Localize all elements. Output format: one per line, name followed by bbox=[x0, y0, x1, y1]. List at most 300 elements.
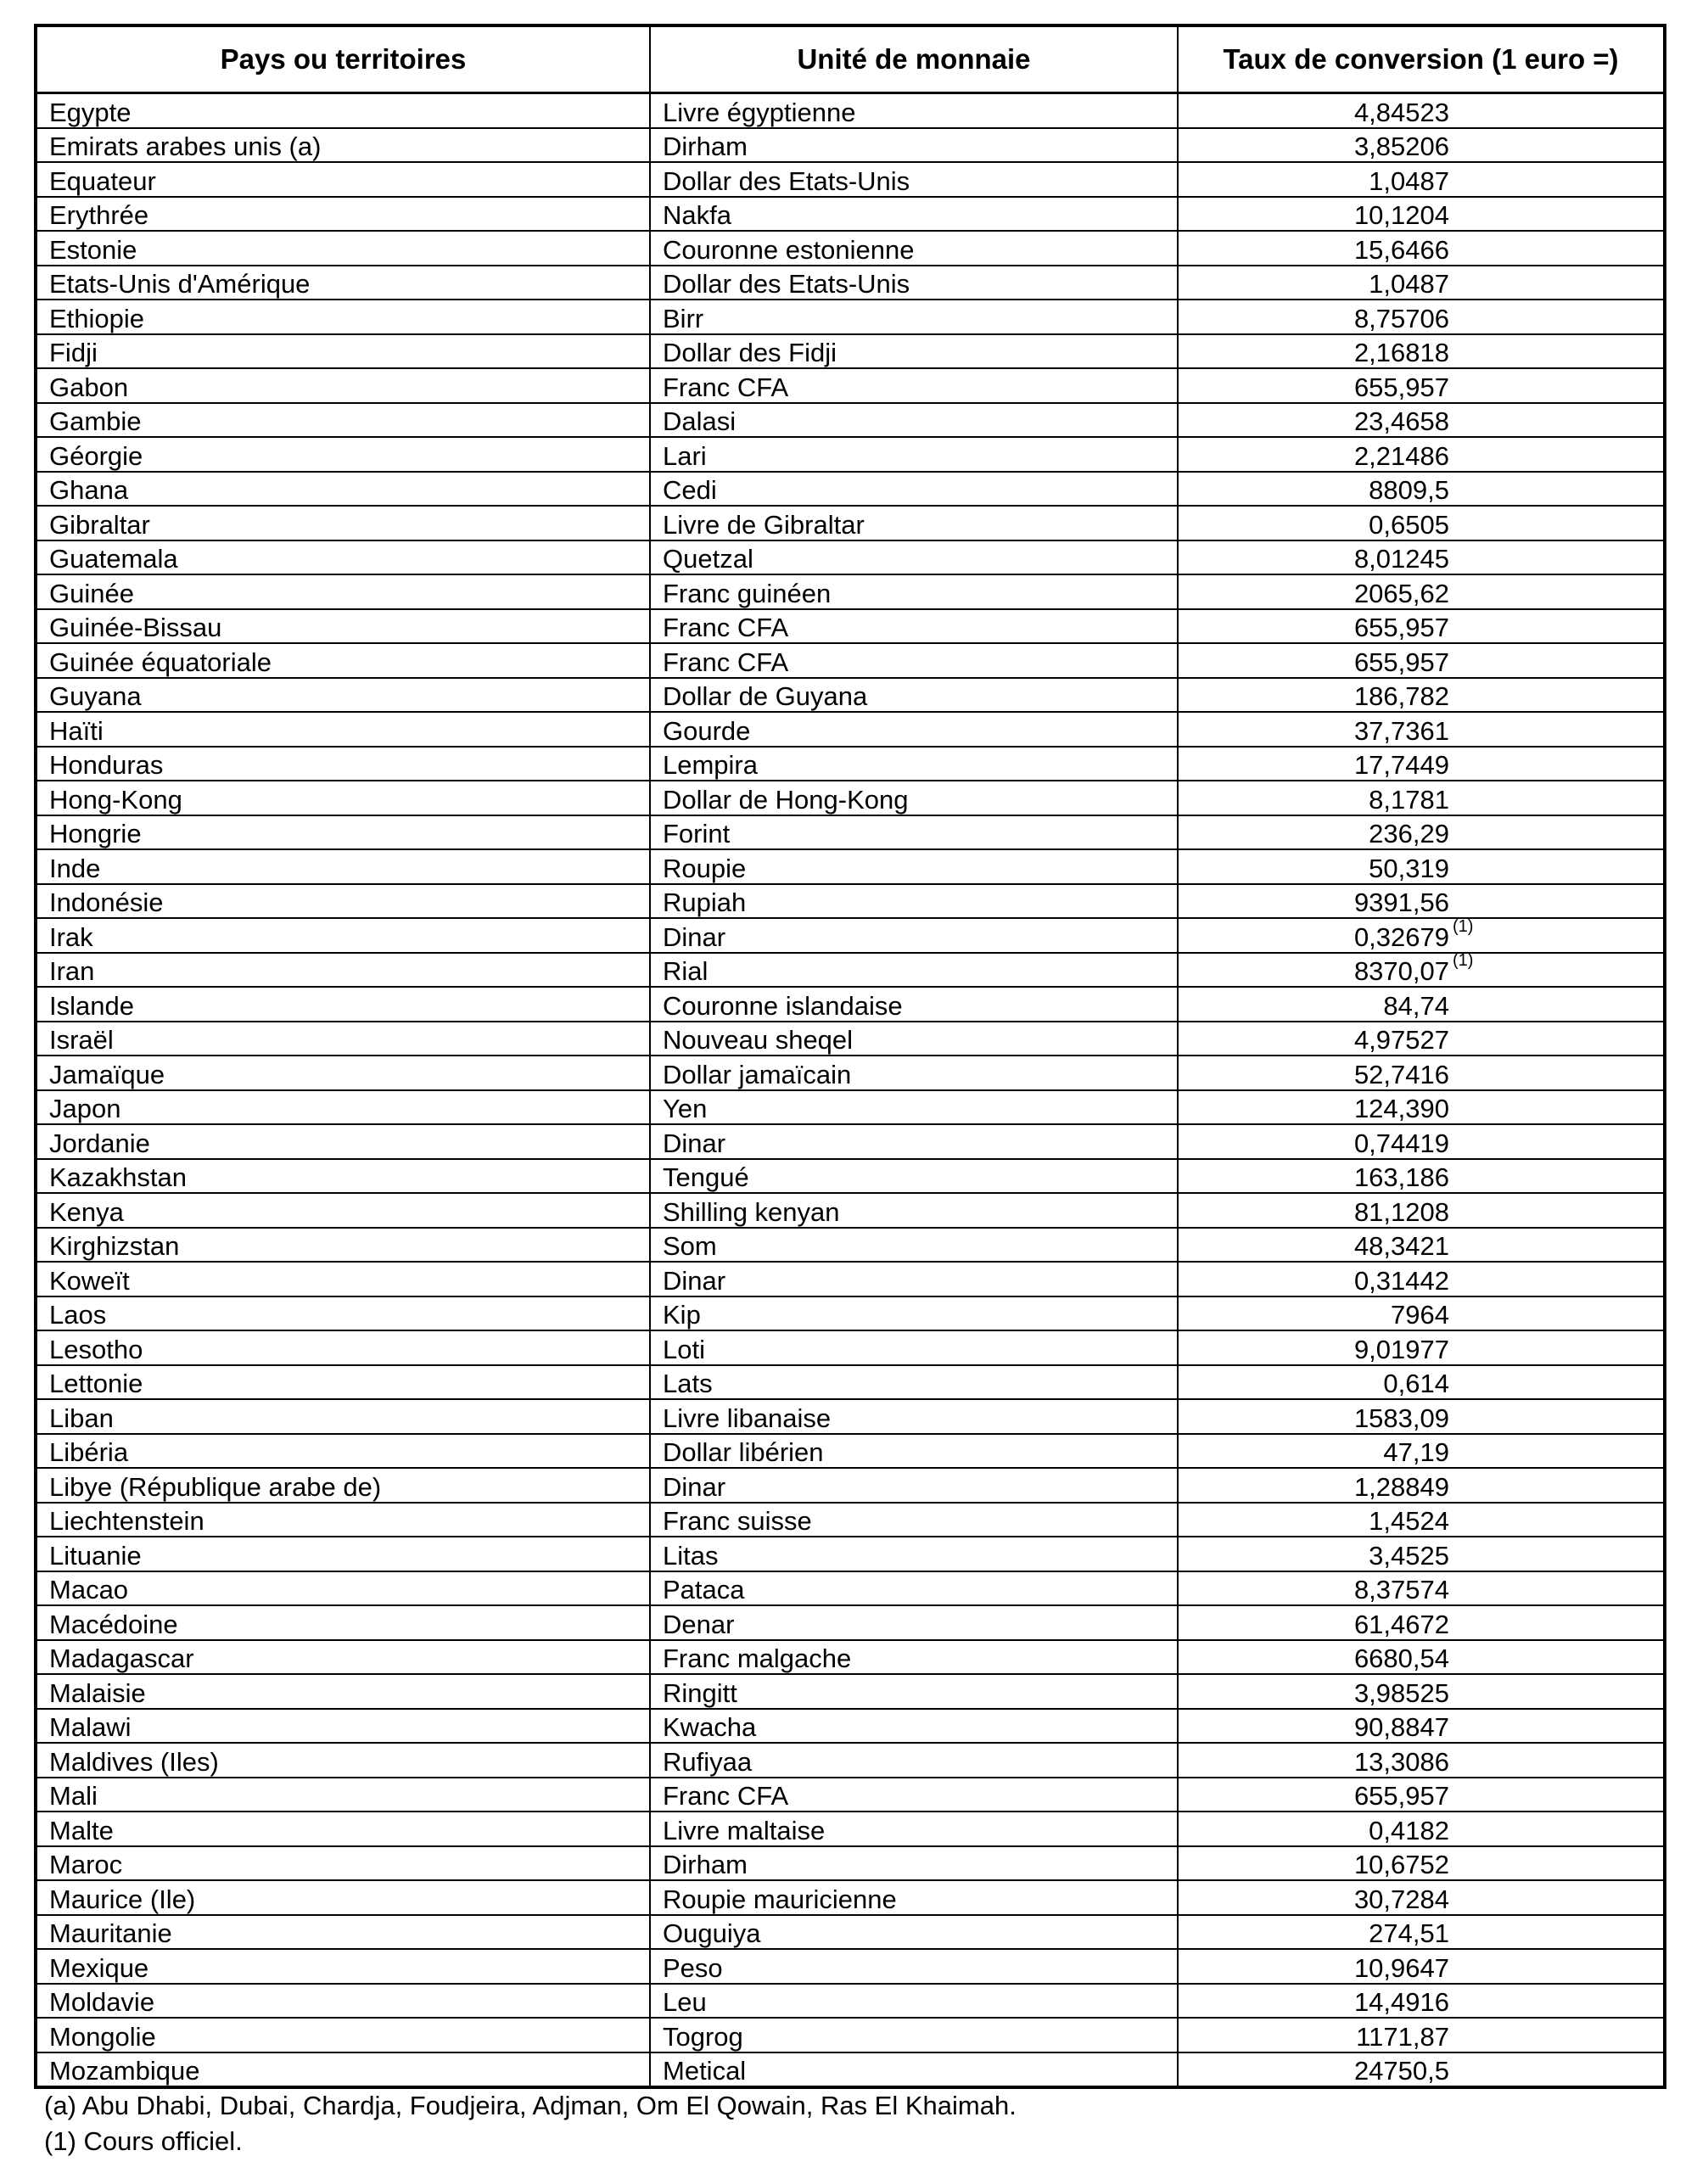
country-cell: Madagascar bbox=[36, 1640, 650, 1675]
country-cell: Mali bbox=[36, 1778, 650, 1812]
table-row bbox=[36, 1915, 1665, 1950]
currency-cell: Rufiyaa bbox=[650, 1743, 1178, 1778]
currency-cell: Birr bbox=[650, 300, 1178, 334]
rate-value: 8809,5 bbox=[1369, 475, 1449, 505]
rate-value: 655,957 bbox=[1353, 1781, 1449, 1811]
currency-cell: Lari bbox=[650, 437, 1178, 472]
country-cell: Guatemala bbox=[36, 540, 650, 575]
footnote-a: (a) Abu Dhabi, Dubai, Chardja, Foudjeira, Adjman, Om El Qowain, Ras El Khaimah. bbox=[44, 2091, 1017, 2120]
currency-cell: Franc CFA bbox=[650, 643, 1178, 678]
table-row bbox=[36, 609, 1665, 644]
rate-value: 6680,54 bbox=[1353, 1644, 1449, 1673]
rate-cell bbox=[1178, 1640, 1665, 1675]
currency-cell: Leu bbox=[650, 1984, 1178, 2019]
country-cell: Maurice (Ile) bbox=[36, 1880, 650, 1915]
currency-cell: Metical bbox=[650, 2052, 1178, 2088]
currency-cell: Dalasi bbox=[650, 403, 1178, 438]
currency-cell: Roupie bbox=[650, 849, 1178, 884]
country-cell: Gabon bbox=[36, 368, 650, 403]
country-cell: Irak bbox=[36, 918, 650, 953]
rate-cell bbox=[1178, 1503, 1665, 1537]
currency-cell: Couronne estonienne bbox=[650, 231, 1178, 266]
header-rate: Taux de conversion (1 euro =) bbox=[1178, 25, 1665, 93]
table-row bbox=[36, 231, 1665, 266]
currency-cell: Dinar bbox=[650, 1262, 1178, 1296]
rate-cell bbox=[1178, 437, 1665, 472]
header-currency: Unité de monnaie bbox=[650, 25, 1178, 93]
country-cell: Mongolie bbox=[36, 2018, 650, 2052]
currency-cell: Som bbox=[650, 1228, 1178, 1263]
rate-value: 0,31442 bbox=[1353, 1265, 1449, 1296]
country-cell: Koweït bbox=[36, 1262, 650, 1296]
rate-value: 163,186 bbox=[1353, 1162, 1449, 1192]
country-cell: Macao bbox=[36, 1571, 650, 1606]
rate-value: 274,51 bbox=[1369, 1918, 1449, 1948]
rate-value: 3,85206 bbox=[1353, 132, 1449, 161]
country-cell: Estonie bbox=[36, 231, 650, 266]
rate-value: 8,75706 bbox=[1353, 303, 1449, 333]
rate-cell bbox=[1178, 678, 1665, 713]
rate-cell bbox=[1178, 1468, 1665, 1503]
rate-value: 0,4182 bbox=[1369, 1815, 1449, 1845]
currency-cell: Denar bbox=[650, 1605, 1178, 1640]
country-cell: Malte bbox=[36, 1812, 650, 1846]
table-row bbox=[36, 334, 1665, 369]
rate-cell bbox=[1178, 1743, 1665, 1778]
rate-cell bbox=[1178, 918, 1665, 953]
country-cell: Equateur bbox=[36, 162, 650, 197]
rate-value: 1,0487 bbox=[1369, 165, 1449, 196]
rate-cell bbox=[1178, 1022, 1665, 1056]
table-row bbox=[36, 1330, 1665, 1365]
rate-cell bbox=[1178, 128, 1665, 163]
table-row bbox=[36, 1124, 1665, 1159]
table-row bbox=[36, 1709, 1665, 1744]
currency-cell: Franc suisse bbox=[650, 1503, 1178, 1537]
conversion-table bbox=[34, 24, 1666, 2089]
country-cell: Maldives (Iles) bbox=[36, 1743, 650, 1778]
rate-cell bbox=[1178, 609, 1665, 644]
table-row bbox=[36, 1434, 1665, 1469]
rate-cell bbox=[1178, 1537, 1665, 1571]
rate-value: 8370,07 bbox=[1353, 956, 1449, 986]
table-row bbox=[36, 437, 1665, 472]
rate-cell bbox=[1178, 540, 1665, 575]
rate-cell bbox=[1178, 781, 1665, 815]
currency-cell: Pataca bbox=[650, 1571, 1178, 1606]
rate-value: 1171,87 bbox=[1356, 2021, 1449, 2052]
rate-cell bbox=[1178, 266, 1665, 300]
table-row bbox=[36, 403, 1665, 438]
rate-cell bbox=[1178, 1296, 1665, 1331]
currency-cell: Franc guinéen bbox=[650, 574, 1178, 609]
country-cell: Guyana bbox=[36, 678, 650, 713]
rate-value: 8,37574 bbox=[1353, 1575, 1449, 1604]
currency-cell: Quetzal bbox=[650, 540, 1178, 575]
country-cell: Malaisie bbox=[36, 1674, 650, 1709]
rate-cell bbox=[1178, 1709, 1665, 1744]
currency-cell: Dinar bbox=[650, 1468, 1178, 1503]
rate-cell bbox=[1178, 574, 1665, 609]
header-row bbox=[36, 25, 1665, 93]
rate-value: 1,4524 bbox=[1369, 1506, 1449, 1536]
table-row bbox=[36, 1228, 1665, 1263]
currency-cell: Dinar bbox=[650, 1124, 1178, 1159]
rate-cell bbox=[1178, 1193, 1665, 1228]
rate-value: 8,1781 bbox=[1369, 784, 1449, 815]
rate-value: 1583,09 bbox=[1353, 1403, 1449, 1433]
table-row bbox=[36, 747, 1665, 781]
rate-value: 655,957 bbox=[1353, 647, 1449, 677]
rate-cell bbox=[1178, 1056, 1665, 1090]
rate-cell bbox=[1178, 712, 1665, 747]
country-cell: Libéria bbox=[36, 1434, 650, 1469]
rate-value: 14,4916 bbox=[1353, 1987, 1449, 2017]
rate-value: 37,7361 bbox=[1353, 715, 1449, 746]
table-row bbox=[36, 1605, 1665, 1640]
table-row bbox=[36, 1743, 1665, 1778]
table-row bbox=[36, 712, 1665, 747]
currency-cell: Lats bbox=[650, 1365, 1178, 1400]
country-cell: Malawi bbox=[36, 1709, 650, 1744]
table-row bbox=[36, 300, 1665, 334]
table-row bbox=[36, 1296, 1665, 1331]
table-row bbox=[36, 2052, 1665, 2088]
country-cell: Islande bbox=[36, 987, 650, 1022]
rate-cell bbox=[1178, 1262, 1665, 1296]
table-row bbox=[36, 1537, 1665, 1571]
rate-value: 4,84523 bbox=[1353, 97, 1449, 127]
rate-cell bbox=[1178, 953, 1665, 988]
table-row bbox=[36, 815, 1665, 850]
currency-cell: Rupiah bbox=[650, 884, 1178, 919]
rate-value: 2,21486 bbox=[1353, 440, 1449, 471]
table-row bbox=[36, 849, 1665, 884]
table-row bbox=[36, 1193, 1665, 1228]
currency-cell: Livre de Gibraltar bbox=[650, 506, 1178, 540]
currency-cell: Couronne islandaise bbox=[650, 987, 1178, 1022]
footnote-official-rate: (1) Cours officiel. bbox=[44, 2126, 243, 2156]
country-cell: Géorgie bbox=[36, 437, 650, 472]
currency-cell: Kwacha bbox=[650, 1709, 1178, 1744]
rate-value: 90,8847 bbox=[1353, 1712, 1449, 1742]
currency-cell: Nakfa bbox=[650, 197, 1178, 232]
rate-cell bbox=[1178, 643, 1665, 678]
currency-cell: Forint bbox=[650, 815, 1178, 850]
table-row bbox=[36, 197, 1665, 232]
country-cell: Egypte bbox=[36, 93, 650, 128]
rate-cell bbox=[1178, 884, 1665, 919]
table-body bbox=[36, 93, 1665, 2088]
rate-value: 10,1204 bbox=[1353, 200, 1449, 230]
rate-value: 52,7416 bbox=[1353, 1059, 1449, 1089]
currency-cell: Dollar des Fidji bbox=[650, 334, 1178, 369]
table-row bbox=[36, 540, 1665, 575]
currency-cell: Franc CFA bbox=[650, 1778, 1178, 1812]
country-cell: Lesotho bbox=[36, 1330, 650, 1365]
rate-cell bbox=[1178, 1674, 1665, 1709]
currency-cell: Dollar libérien bbox=[650, 1434, 1178, 1469]
rate-cell bbox=[1178, 1915, 1665, 1950]
rate-value: 10,9647 bbox=[1353, 1952, 1449, 1983]
rate-value: 3,4525 bbox=[1369, 1540, 1449, 1571]
table-row bbox=[36, 1056, 1665, 1090]
rate-cell bbox=[1178, 1399, 1665, 1434]
rate-value: 2,16818 bbox=[1353, 338, 1449, 367]
rate-cell bbox=[1178, 506, 1665, 540]
rate-cell bbox=[1178, 1949, 1665, 1984]
country-cell: Etats-Unis d'Amérique bbox=[36, 266, 650, 300]
country-cell: Kenya bbox=[36, 1193, 650, 1228]
rate-cell bbox=[1178, 987, 1665, 1022]
currency-cell: Tengué bbox=[650, 1159, 1178, 1194]
table-header bbox=[36, 25, 1665, 93]
country-cell: Israël bbox=[36, 1022, 650, 1056]
country-cell: Guinée bbox=[36, 574, 650, 609]
currency-cell: Dollar jamaïcain bbox=[650, 1056, 1178, 1090]
rate-cell bbox=[1178, 1571, 1665, 1606]
rate-cell bbox=[1178, 1778, 1665, 1812]
rate-cell bbox=[1178, 300, 1665, 334]
rate-cell bbox=[1178, 1330, 1665, 1365]
country-cell: Macédoine bbox=[36, 1605, 650, 1640]
currency-cell: Lempira bbox=[650, 747, 1178, 781]
table-row bbox=[36, 506, 1665, 540]
table-row bbox=[36, 128, 1665, 163]
country-cell: Honduras bbox=[36, 747, 650, 781]
rate-value: 655,957 bbox=[1353, 613, 1449, 642]
table-row bbox=[36, 1984, 1665, 2019]
table-row bbox=[36, 1640, 1665, 1675]
rate-cell bbox=[1178, 1434, 1665, 1469]
table-row bbox=[36, 2018, 1665, 2052]
rate-value: 0,614 bbox=[1383, 1369, 1449, 1398]
table-row bbox=[36, 953, 1665, 988]
currency-cell: Livre égyptienne bbox=[650, 93, 1178, 128]
currency-cell: Ringitt bbox=[650, 1674, 1178, 1709]
rate-value: 124,390 bbox=[1353, 1094, 1449, 1123]
currency-cell: Dirham bbox=[650, 1846, 1178, 1881]
country-cell: Mauritanie bbox=[36, 1915, 650, 1950]
rate-value: 655,957 bbox=[1353, 372, 1449, 402]
country-cell: Iran bbox=[36, 953, 650, 988]
country-cell: Jamaïque bbox=[36, 1056, 650, 1090]
country-cell: Guinée équatoriale bbox=[36, 643, 650, 678]
table-row bbox=[36, 918, 1665, 953]
currency-cell: Dirham bbox=[650, 128, 1178, 163]
rate-cell bbox=[1178, 334, 1665, 369]
country-cell: Liechtenstein bbox=[36, 1503, 650, 1537]
rate-cell bbox=[1178, 472, 1665, 507]
country-cell: Hongrie bbox=[36, 815, 650, 850]
currency-cell: Livre libanaise bbox=[650, 1399, 1178, 1434]
rate-value: 84,74 bbox=[1383, 990, 1449, 1021]
country-cell: Ethiopie bbox=[36, 300, 650, 334]
table-row bbox=[36, 368, 1665, 403]
country-cell: Jordanie bbox=[36, 1124, 650, 1159]
currency-cell: Franc CFA bbox=[650, 609, 1178, 644]
table-row bbox=[36, 1812, 1665, 1846]
rate-value: 0,6505 bbox=[1369, 509, 1449, 540]
table-row bbox=[36, 987, 1665, 1022]
country-cell: Liban bbox=[36, 1399, 650, 1434]
rate-value: 1,0487 bbox=[1369, 269, 1449, 299]
table-row bbox=[36, 574, 1665, 609]
currency-cell: Livre maltaise bbox=[650, 1812, 1178, 1846]
rate-cell bbox=[1178, 197, 1665, 232]
table-row bbox=[36, 1778, 1665, 1812]
rate-value: 13,3086 bbox=[1353, 1746, 1449, 1777]
table-row bbox=[36, 1571, 1665, 1606]
rate-cell bbox=[1178, 1846, 1665, 1881]
rate-cell bbox=[1178, 815, 1665, 850]
currency-cell: Nouveau sheqel bbox=[650, 1022, 1178, 1056]
table-row bbox=[36, 1159, 1665, 1194]
rate-value: 8,01245 bbox=[1353, 544, 1449, 574]
table-row bbox=[36, 1674, 1665, 1709]
currency-cell: Franc malgache bbox=[650, 1640, 1178, 1675]
table-row bbox=[36, 162, 1665, 197]
table-row bbox=[36, 1262, 1665, 1296]
currency-cell: Cedi bbox=[650, 472, 1178, 507]
rate-value: 9391,56 bbox=[1353, 888, 1449, 917]
currency-cell: Shilling kenyan bbox=[650, 1193, 1178, 1228]
table-row bbox=[36, 1365, 1665, 1400]
country-cell: Ghana bbox=[36, 472, 650, 507]
rate-value: 10,6752 bbox=[1353, 1850, 1449, 1879]
rate-value: 30,7284 bbox=[1353, 1884, 1449, 1914]
currency-cell: Yen bbox=[650, 1090, 1178, 1125]
header-country: Pays ou territoires bbox=[36, 25, 650, 93]
rate-value: 50,319 bbox=[1369, 853, 1449, 883]
country-cell: Kirghizstan bbox=[36, 1228, 650, 1263]
table-row bbox=[36, 678, 1665, 713]
rate-cell bbox=[1178, 1812, 1665, 1846]
rate-value: 3,98525 bbox=[1353, 1677, 1449, 1708]
table-row bbox=[36, 1846, 1665, 1881]
rate-value: 1,28849 bbox=[1353, 1471, 1449, 1502]
rate-cell bbox=[1178, 849, 1665, 884]
table-row bbox=[36, 1022, 1665, 1056]
table-row bbox=[36, 93, 1665, 128]
currency-cell: Peso bbox=[650, 1949, 1178, 1984]
rate-value: 9,01977 bbox=[1353, 1334, 1449, 1364]
country-cell: Inde bbox=[36, 849, 650, 884]
rate-cell bbox=[1178, 1605, 1665, 1640]
table-row bbox=[36, 1949, 1665, 1984]
country-cell: Guinée-Bissau bbox=[36, 609, 650, 644]
rate-cell bbox=[1178, 2018, 1665, 2052]
rate-value: 15,6466 bbox=[1353, 234, 1449, 265]
rate-value: 0,32679 bbox=[1353, 921, 1449, 952]
table-row bbox=[36, 1468, 1665, 1503]
country-cell: Lituanie bbox=[36, 1537, 650, 1571]
rate-cell bbox=[1178, 1228, 1665, 1263]
rate-cell bbox=[1178, 1984, 1665, 2019]
rate-cell bbox=[1178, 231, 1665, 266]
country-cell: Maroc bbox=[36, 1846, 650, 1881]
currency-cell: Rial bbox=[650, 953, 1178, 988]
currency-cell: Dinar bbox=[650, 918, 1178, 953]
country-cell: Lettonie bbox=[36, 1365, 650, 1400]
currency-cell: Dollar de Hong-Kong bbox=[650, 781, 1178, 815]
rate-cell bbox=[1178, 162, 1665, 197]
currency-cell: Dollar des Etats-Unis bbox=[650, 162, 1178, 197]
table-row bbox=[36, 472, 1665, 507]
country-cell: Emirats arabes unis (a) bbox=[36, 128, 650, 163]
currency-cell: Kip bbox=[650, 1296, 1178, 1331]
rate-cell bbox=[1178, 1159, 1665, 1194]
currency-cell: Litas bbox=[650, 1537, 1178, 1571]
rate-value: 4,97527 bbox=[1353, 1025, 1449, 1055]
rate-value: 0,74419 bbox=[1353, 1128, 1449, 1158]
country-cell: Japon bbox=[36, 1090, 650, 1125]
currency-cell: Dollar des Etats-Unis bbox=[650, 266, 1178, 300]
currency-cell: Ouguiya bbox=[650, 1915, 1178, 1950]
currency-cell: Loti bbox=[650, 1330, 1178, 1365]
rate-footnote-marker: (1) bbox=[1453, 951, 1474, 970]
country-cell: Erythrée bbox=[36, 197, 650, 232]
currency-cell: Gourde bbox=[650, 712, 1178, 747]
table-row bbox=[36, 884, 1665, 919]
rate-cell bbox=[1178, 1365, 1665, 1400]
country-cell: Libye (République arabe de) bbox=[36, 1468, 650, 1503]
table-row bbox=[36, 1880, 1665, 1915]
table-row bbox=[36, 1503, 1665, 1537]
country-cell: Laos bbox=[36, 1296, 650, 1331]
rate-value: 48,3421 bbox=[1353, 1231, 1449, 1261]
country-cell: Fidji bbox=[36, 334, 650, 369]
country-cell: Moldavie bbox=[36, 1984, 650, 2019]
rate-value: 81,1208 bbox=[1353, 1196, 1449, 1227]
rate-cell bbox=[1178, 2052, 1665, 2088]
rate-value: 236,29 bbox=[1369, 819, 1449, 848]
table-row bbox=[36, 781, 1665, 815]
rate-cell bbox=[1178, 1124, 1665, 1159]
country-cell: Mozambique bbox=[36, 2052, 650, 2088]
rate-value: 23,4658 bbox=[1353, 406, 1449, 436]
rate-value: 47,19 bbox=[1383, 1437, 1449, 1467]
rate-cell bbox=[1178, 93, 1665, 128]
country-cell: Haïti bbox=[36, 712, 650, 747]
currency-cell: Dollar de Guyana bbox=[650, 678, 1178, 713]
rate-cell bbox=[1178, 747, 1665, 781]
country-cell: Kazakhstan bbox=[36, 1159, 650, 1194]
country-cell: Indonésie bbox=[36, 884, 650, 919]
rate-value: 7964 bbox=[1391, 1300, 1449, 1330]
table-row bbox=[36, 643, 1665, 678]
rate-footnote-marker: (1) bbox=[1453, 916, 1474, 936]
table-row bbox=[36, 1090, 1665, 1125]
rate-cell bbox=[1178, 403, 1665, 438]
rate-value: 61,4672 bbox=[1353, 1609, 1449, 1639]
country-cell: Hong-Kong bbox=[36, 781, 650, 815]
country-cell: Mexique bbox=[36, 1949, 650, 1984]
currency-cell: Franc CFA bbox=[650, 368, 1178, 403]
table-row bbox=[36, 266, 1665, 300]
rate-value: 2065,62 bbox=[1353, 578, 1449, 608]
currency-cell: Togrog bbox=[650, 2018, 1178, 2052]
country-cell: Gibraltar bbox=[36, 506, 650, 540]
rate-cell bbox=[1178, 1090, 1665, 1125]
rate-value: 186,782 bbox=[1353, 681, 1449, 711]
rate-value: 17,7449 bbox=[1353, 750, 1449, 780]
country-cell: Gambie bbox=[36, 403, 650, 438]
rate-cell bbox=[1178, 1880, 1665, 1915]
currency-cell: Roupie mauricienne bbox=[650, 1880, 1178, 1915]
rate-value: 24750,5 bbox=[1353, 2056, 1449, 2086]
rate-cell bbox=[1178, 368, 1665, 403]
